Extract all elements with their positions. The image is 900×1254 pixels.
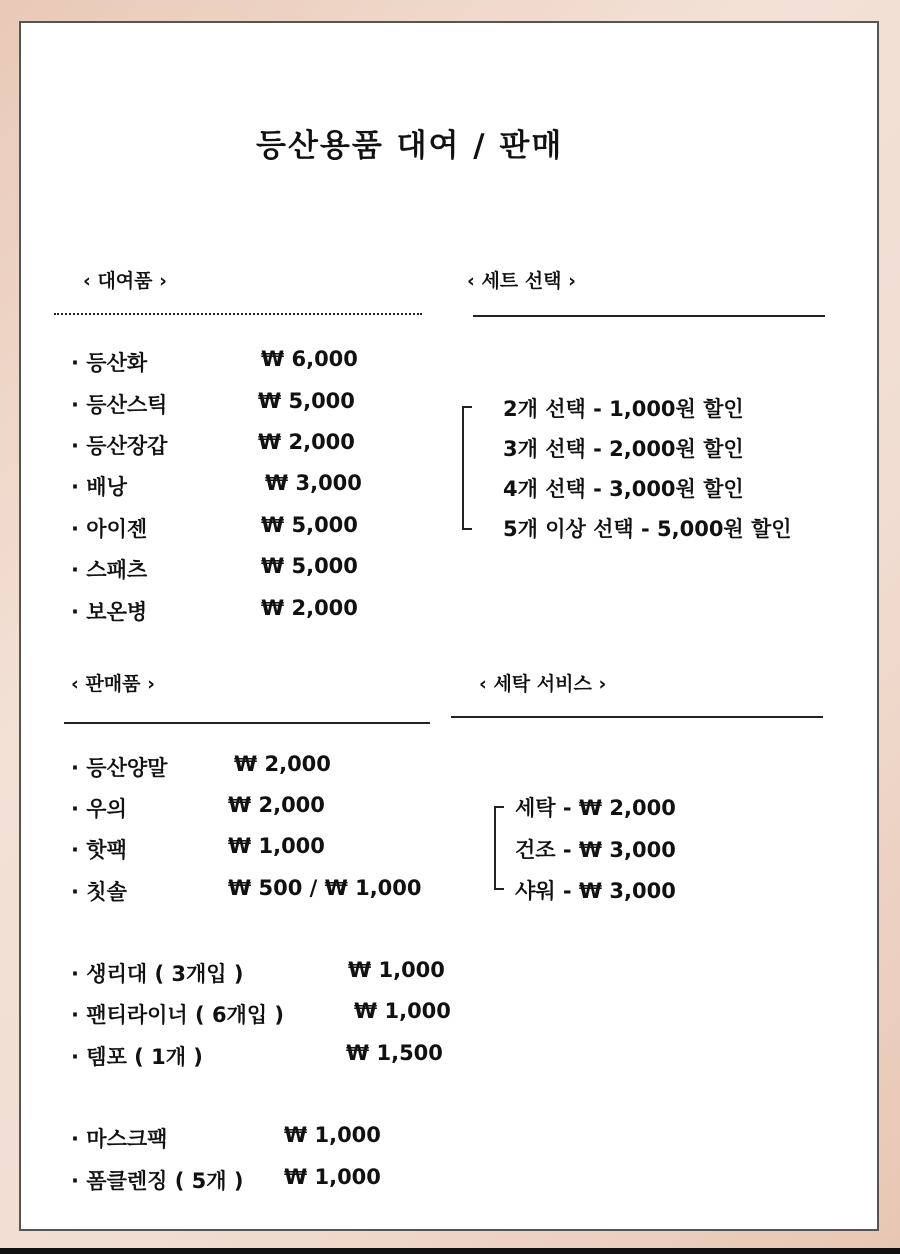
rental-item-name: · 배낭 — [71, 475, 127, 499]
rental-item-price: ₩ 2,000 — [261, 596, 358, 620]
set-discount: 4개 선택 - 3,000원 할인 — [503, 477, 744, 501]
rental-item-name: · 보온병 — [71, 600, 148, 624]
laundry-service: 샤워 - ₩ 3,000 — [515, 879, 676, 903]
laundry-divider — [451, 716, 823, 718]
sale-item-price: ₩ 1,500 — [346, 1041, 443, 1065]
sale-item-price: ₩ 2,000 — [234, 752, 331, 776]
bottom-border — [0, 1248, 900, 1254]
laundry-service: 건조 - ₩ 3,000 — [515, 838, 676, 862]
rental-item-price: ₩ 2,000 — [258, 430, 355, 454]
set-header: ‹ 세트 선택 › — [467, 270, 576, 292]
rental-item-name: · 스패츠 — [71, 558, 148, 582]
price-board — [19, 21, 879, 1231]
sale-item-price: ₩ 1,000 — [354, 999, 451, 1023]
set-discount: 2개 선택 - 1,000원 할인 — [503, 397, 744, 421]
sale-item-name: · 칫솔 — [71, 880, 127, 904]
rental-item-price: ₩ 6,000 — [261, 347, 358, 371]
set-discount: 5개 이상 선택 - 5,000원 할인 — [503, 517, 792, 541]
rental-item-name: · 등산장갑 — [71, 434, 168, 458]
sale-item-name: · 폼클렌징 ( 5개 ) — [71, 1169, 244, 1193]
sale-item-price: ₩ 1,000 — [284, 1165, 381, 1189]
page-title: 등산용품 대여 / 판매 — [256, 128, 564, 164]
rental-item-name: · 등산스틱 — [71, 393, 168, 417]
rental-item-price: ₩ 5,000 — [261, 513, 358, 537]
sale-item-name: · 템포 ( 1개 ) — [71, 1045, 203, 1069]
rental-item-price: ₩ 5,000 — [261, 554, 358, 578]
rental-item-price: ₩ 3,000 — [265, 471, 362, 495]
rental-item-price: ₩ 5,000 — [258, 389, 355, 413]
set-divider — [473, 315, 825, 317]
sale-item-price: ₩ 1,000 — [228, 834, 325, 858]
sale-item-price: ₩ 1,000 — [284, 1123, 381, 1147]
sale-item-price: ₩ 500 / ₩ 1,000 — [228, 876, 422, 900]
rental-header: ‹ 대여품 › — [83, 270, 167, 292]
sale-divider — [64, 722, 430, 724]
laundry-header: ‹ 세탁 서비스 › — [479, 673, 607, 695]
rental-item-name: · 등산화 — [71, 351, 148, 375]
set-bracket — [462, 406, 472, 530]
laundry-bracket — [494, 806, 504, 890]
sale-item-price: ₩ 2,000 — [228, 793, 325, 817]
sale-item-name: · 팬티라이너 ( 6개입 ) — [71, 1003, 285, 1027]
set-discount: 3개 선택 - 2,000원 할인 — [503, 437, 744, 461]
rental-divider — [54, 313, 422, 315]
sale-header: ‹ 판매품 › — [71, 673, 155, 695]
sale-item-name: · 생리대 ( 3개입 ) — [71, 962, 244, 986]
sale-item-name: · 핫팩 — [71, 838, 127, 862]
sale-item-price: ₩ 1,000 — [348, 958, 445, 982]
sale-item-name: · 마스크팩 — [71, 1127, 168, 1151]
sale-item-name: · 우의 — [71, 797, 127, 821]
sale-item-name: · 등산양말 — [71, 756, 168, 780]
rental-item-name: · 아이젠 — [71, 517, 148, 541]
laundry-service: 세탁 - ₩ 2,000 — [515, 796, 676, 820]
